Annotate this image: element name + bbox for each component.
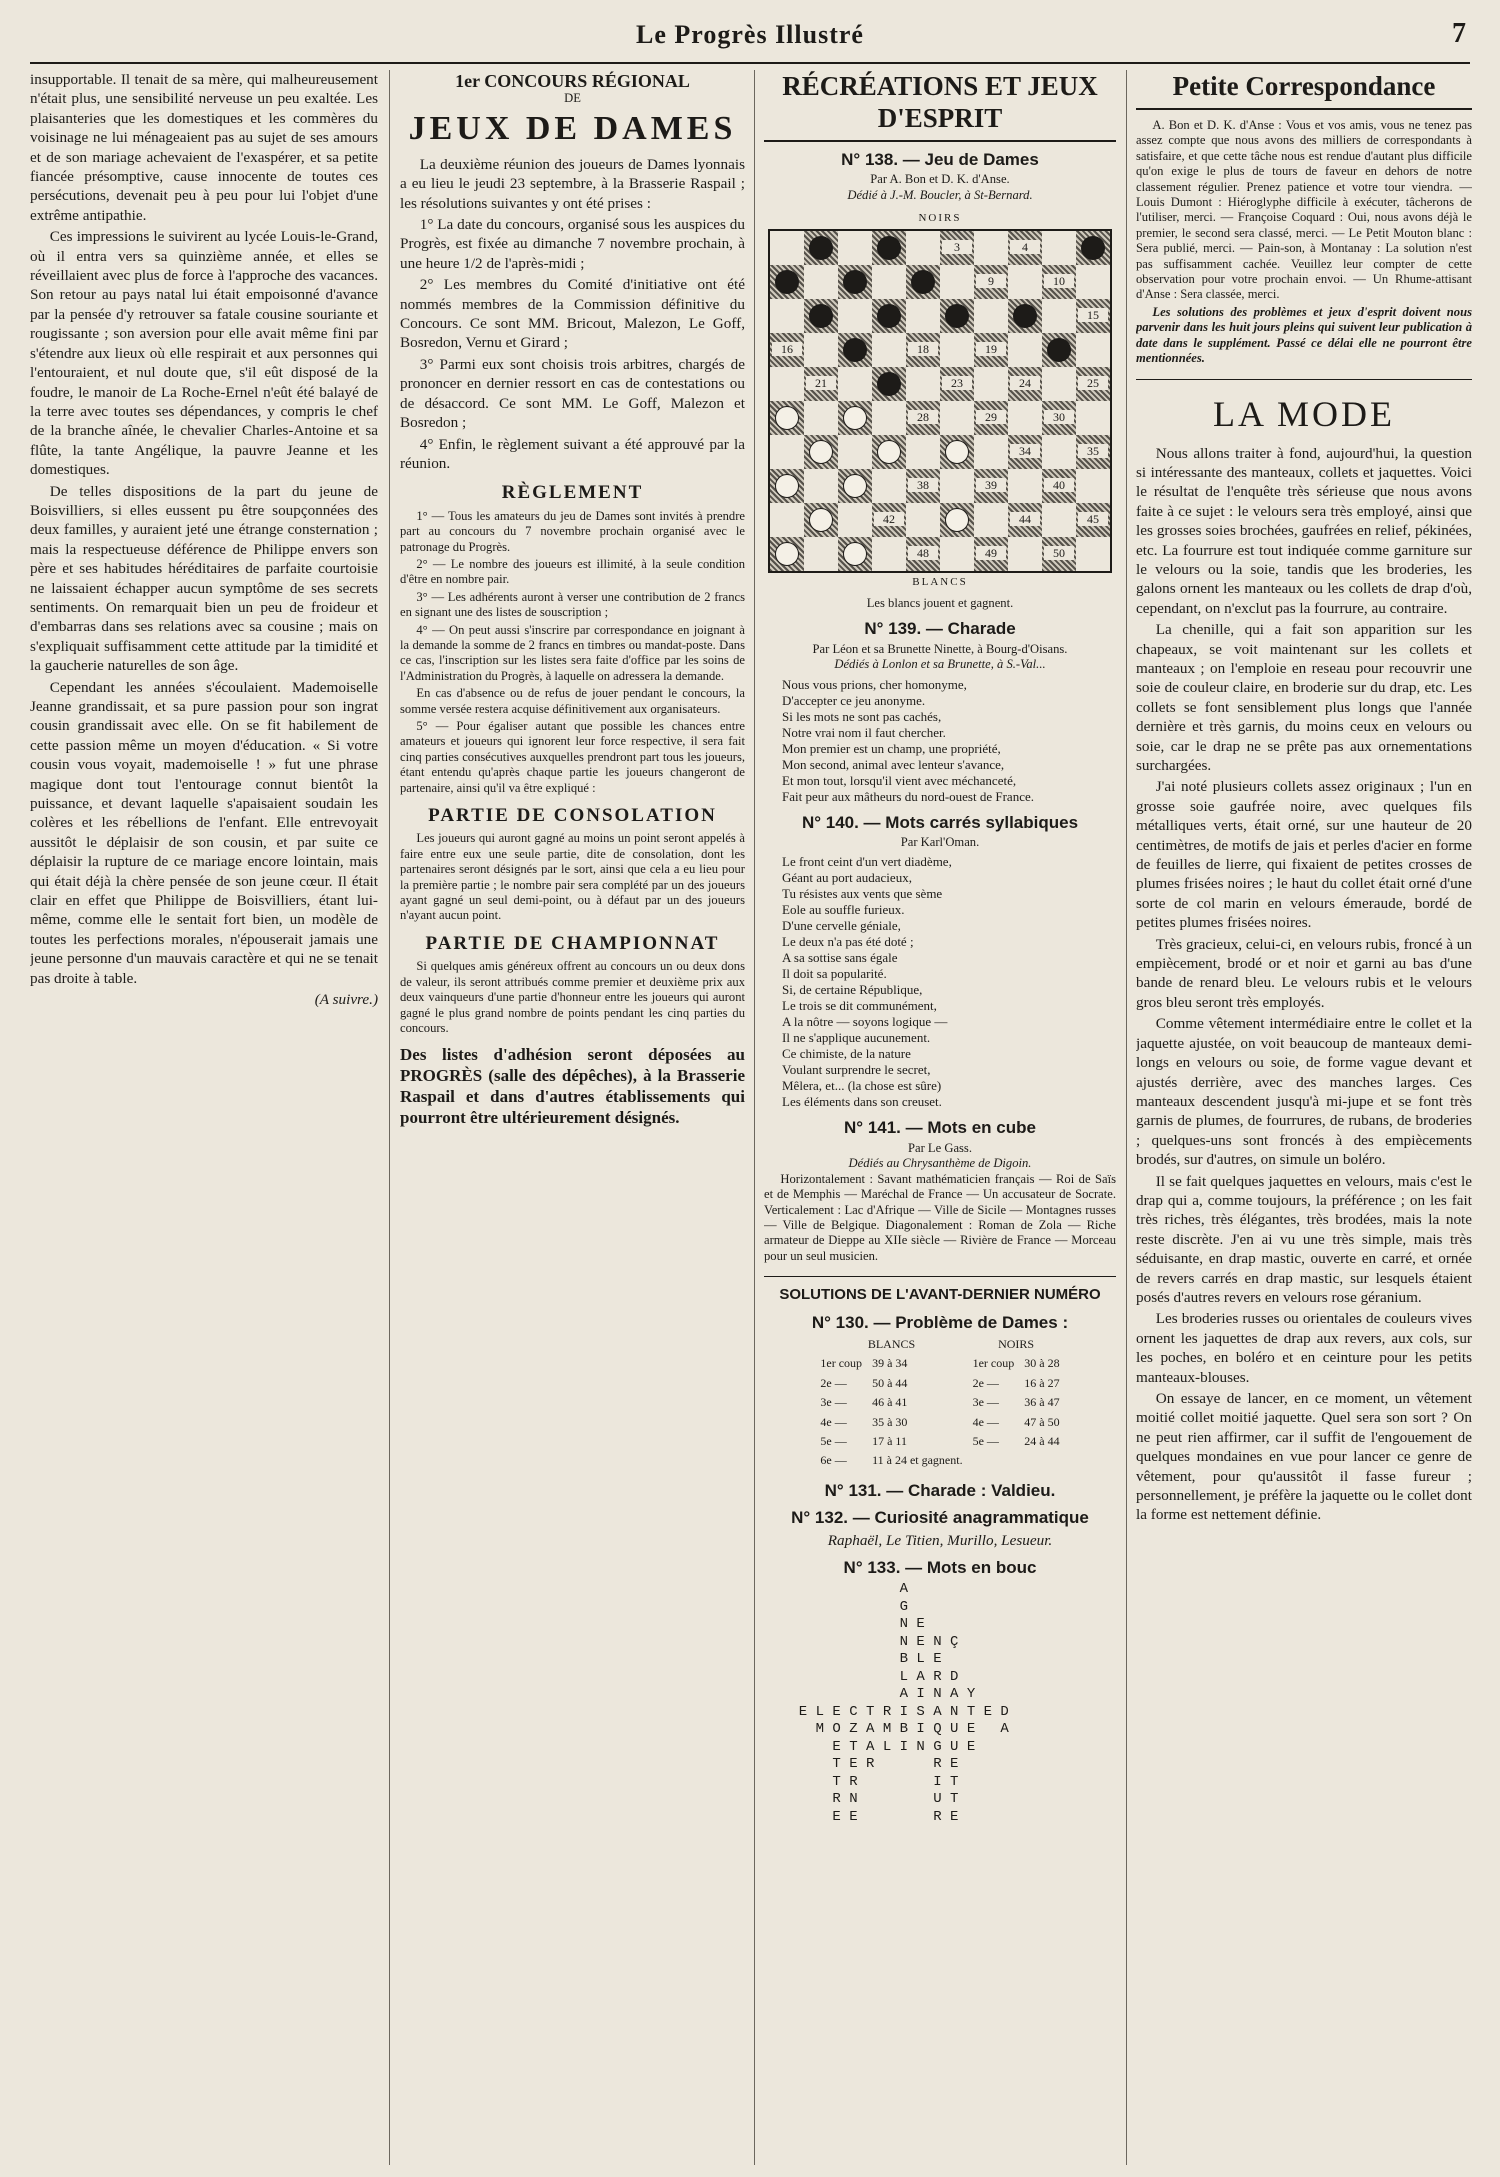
board-square-light xyxy=(1008,333,1042,367)
table-cell: 30 à 28 xyxy=(1024,1356,1060,1371)
board-square-dark xyxy=(974,537,1008,571)
fashion-paragraph: Comme vêtement intermédiaire entre le collet et la jaquette ajustée, on voit beaucoup de manteaux demi-longs en velours ou soie, de forme vague devant et ajustés derrière, avec des manches larges. Ces manteaux descendent jusqu'à mi-jupe et se font très garnis de plumes, de fourrures, de rubans, de broderies ; quelques-uns sont froncés à des empiècements brodés, sur d'autres, on simule un boléro. xyxy=(1136,1015,1472,1169)
board-square-dark xyxy=(974,333,1008,367)
table-row xyxy=(815,1451,1064,1470)
rule-item: 2° — Le nombre des joueurs est illimité, à la seule condition d'être en nombre pair. xyxy=(400,556,745,587)
rule-item: En cas d'absence ou de refus de jouer pendant le concours, la somme versée restera acquise définitivement aux organisateurs. xyxy=(400,686,745,716)
board-square-light xyxy=(838,435,872,469)
board-square-dark xyxy=(804,299,838,333)
contest-item: 3° Parmi eux sont choisis trois arbitres, chargés de prononcer en dernier ressort en cas de contestations ou de désaccord. Ce sont MM. Le Goff, Malezon et Bosredon ; xyxy=(400,355,745,432)
puzzle-140-verse xyxy=(782,854,1116,1110)
text-line: Il doit sa popularité. xyxy=(782,966,887,982)
board-square-light xyxy=(940,333,974,367)
contest-de: DE xyxy=(564,91,581,106)
table-cell xyxy=(1019,1451,1064,1470)
board-square-dark xyxy=(906,333,940,367)
square-number: 45 xyxy=(1078,512,1108,526)
text-line: Et mon tout, lorsqu'il vient avec méchanceté, xyxy=(782,772,1017,788)
text-line: Si les mots ne sont pas cachés, xyxy=(782,708,942,724)
board-square-light xyxy=(1076,401,1110,435)
rule-item: 3° — Les adhérents auront à verser une contribution de 2 francs en signant une des listes de souscription ; xyxy=(400,589,745,620)
board-square-light xyxy=(1076,537,1110,571)
text-line: A I N A Y xyxy=(782,1686,976,1703)
board-square-dark xyxy=(1008,299,1042,333)
board-square-light xyxy=(804,401,838,435)
board-square-light xyxy=(872,469,906,503)
board-square-dark xyxy=(1076,435,1110,469)
square-number: 16 xyxy=(772,342,802,356)
board-square-dark xyxy=(1008,367,1042,401)
text-line: A xyxy=(782,1581,909,1598)
text-line: N E xyxy=(782,1616,925,1633)
square-number: 50 xyxy=(1044,546,1074,560)
board-square-dark xyxy=(974,401,1008,435)
board-square-dark xyxy=(872,299,906,333)
puzzles-column xyxy=(764,70,1116,2165)
text-line: E T A L I N G U E xyxy=(782,1738,976,1755)
fashion-paragraph: J'ai noté plusieurs collets assez originaux ; l'un en grosse soie gaufrée noire, avec quelques fils métalliques verts, était orné, sur une hauteur de 20 centimètres, de motifs de jais et perles d'acier en forme de feuilles de lierre, qui fixaient de petites crosses de plumes frisées noires ; le haut du collet était orné d'une sorte de col marin en velours émeraude, bordé de petites plumes frisées noires. xyxy=(1136,778,1472,932)
board-square-light xyxy=(1076,333,1110,367)
square-number: 19 xyxy=(976,342,1006,356)
puzzle-138-author: Par A. Bon et D. K. d'Anse. xyxy=(870,172,1010,187)
text-line: M O Z A M B I Q U E A xyxy=(782,1721,1009,1738)
table-row xyxy=(815,1354,1064,1373)
solution-130-title: N° 130. — Problème de Dames : xyxy=(811,1312,1069,1332)
text-line: Les éléments dans son creuset. xyxy=(782,1094,942,1110)
puzzle-140-author: Par Karl'Oman. xyxy=(900,835,980,850)
board-square-dark xyxy=(1042,537,1076,571)
board-square-light xyxy=(906,299,940,333)
black-piece xyxy=(809,236,833,260)
board-square-light xyxy=(804,333,838,367)
black-piece xyxy=(1081,236,1105,260)
black-piece xyxy=(843,270,867,294)
board-square-dark xyxy=(940,435,974,469)
puzzle-141-text: Horizontalement : Savant mathématicien français — Roi de Saïs et de Memphis — Maréchal de France — Un accusateur de Socrate. Verticalement : Lac d'Afrique — Ville de Sicile — Montagnes russes — Ville de Belgique. Diagonalement : Roman de Zola — Riche armateur de Dieppe au XIIe siècle — Rivière de France — Morceau pour un seul musicien. xyxy=(764,1171,1116,1263)
board-black-label: NOIRS xyxy=(918,212,962,225)
table-header: NOIRS xyxy=(998,1336,1035,1351)
white-piece xyxy=(775,406,799,430)
board-square-dark xyxy=(838,469,872,503)
black-piece xyxy=(843,338,867,362)
fashion-paragraph: La chenille, qui a fait son apparition sur les chapeaux, se voit maintenant sur les collets et manteaux ; on l'emploie en reseau pour recouvrir une soie de couleur claire, en broderie sur du drap, etc. Les collets se font sensiblement plus longs que l'année dernière et très garnis, du moins ceux en velours ou soie, car le drap ne se prête pas aux ornementations surchargées. xyxy=(1136,621,1472,774)
square-number: 38 xyxy=(908,478,938,492)
square-number: 15 xyxy=(1078,308,1108,322)
board-square-dark xyxy=(872,367,906,401)
puzzle-133-acrostic xyxy=(782,1581,1116,1826)
square-number: 44 xyxy=(1010,512,1040,526)
square-number: 18 xyxy=(908,342,938,356)
board-square-light xyxy=(940,265,974,299)
board-square-light xyxy=(770,299,804,333)
to-be-continued: (A suivre.) xyxy=(314,991,378,1009)
puzzle-141-dedication: Dédiés au Chrysanthème de Digoin. xyxy=(848,1156,1032,1171)
table-cell: 47 à 50 xyxy=(1024,1414,1060,1429)
black-piece xyxy=(945,304,969,328)
white-piece xyxy=(843,406,867,430)
puzzle-139-verse xyxy=(782,677,1116,805)
table-cell: 24 à 44 xyxy=(1024,1433,1060,1448)
board-square-light xyxy=(770,435,804,469)
square-number: 28 xyxy=(908,410,938,424)
puzzles-title: RÉCRÉATIONS ET JEUX D'ESPRIT xyxy=(764,70,1116,142)
column-rule xyxy=(389,70,390,2165)
text-line: Ce chimiste, de la nature xyxy=(782,1046,911,1062)
rule-item: 4° — On peut aussi s'inscrire par correspondance en joignant à la demande la somme de 2 francs en timbres ou mandat-poste. Dans ce cas, l'inscription sur les listes sera faite d'office par les soins de l'Administration du Progrès, à laquelle on adressera la demande. xyxy=(400,622,745,683)
board-square-dark xyxy=(804,503,838,537)
board-square-light xyxy=(838,503,872,537)
table-cell: 36 à 47 xyxy=(1024,1395,1060,1410)
board-square-light xyxy=(1042,299,1076,333)
square-number: 40 xyxy=(1044,478,1074,492)
puzzle-139-title: N° 139. — Charade xyxy=(864,619,1016,639)
white-piece xyxy=(809,508,833,532)
board-square-dark xyxy=(940,299,974,333)
text-line: Voulant surprendre le secret, xyxy=(782,1062,931,1078)
table-row xyxy=(815,1413,1064,1432)
board-square-dark xyxy=(940,367,974,401)
board-square-dark xyxy=(1008,435,1042,469)
text-line: D'une cervelle géniale, xyxy=(782,918,901,934)
correspondence-title: Petite Correspondance xyxy=(1136,70,1472,110)
board-square-light xyxy=(906,231,940,265)
board-square-dark xyxy=(1076,231,1110,265)
board-square-light xyxy=(940,401,974,435)
puzzle-132-text: Raphaël, Le Titien, Murillo, Lesueur. xyxy=(827,1531,1053,1549)
board-square-light xyxy=(1042,367,1076,401)
board-square-light xyxy=(770,503,804,537)
board-square-light xyxy=(872,401,906,435)
white-piece xyxy=(945,440,969,464)
table-cell: 3e — xyxy=(820,1395,847,1410)
text-line: E E R E xyxy=(782,1808,959,1825)
puzzle-141-author: Par Le Gass. xyxy=(907,1140,972,1155)
rule-item: 5° — Pour égaliser autant que possible les chances entre amateurs et joueurs qui ignorent leur force respective, il sera fait cinq parties consécutives auxquelles prendront part tous les joueurs, étant entendu qu'après chaque partie les joueurs changeront de partenaire, ainsi qu'il va être expliqué : xyxy=(400,719,745,795)
board-square-light xyxy=(940,537,974,571)
section-divider xyxy=(764,1276,1116,1277)
board-square-light xyxy=(872,537,906,571)
fashion-paragraph: Très gracieux, celui-ci, en velours rubis, froncé à un empiècement, brodé or et noir et garni au bas d'une bande de renard bleu. Le velours rubis et le velours gros bleu seront très employés. xyxy=(1136,935,1472,1011)
square-number: 48 xyxy=(908,546,938,560)
table-cell: 39 à 34 xyxy=(872,1356,908,1371)
consolation-heading: PARTIE DE CONSOLATION xyxy=(428,805,717,827)
square-number: 34 xyxy=(1010,444,1040,458)
board-square-light xyxy=(906,435,940,469)
board-square-light xyxy=(1076,469,1110,503)
board-square-light xyxy=(804,469,838,503)
fashion-title: LA MODE xyxy=(1213,393,1395,434)
white-piece xyxy=(877,440,901,464)
square-number: 10 xyxy=(1044,274,1074,288)
board-square-light xyxy=(1042,231,1076,265)
board-square-light xyxy=(1042,503,1076,537)
board-square-light xyxy=(974,435,1008,469)
white-piece xyxy=(843,542,867,566)
board-square-dark xyxy=(804,435,838,469)
board-square-dark xyxy=(1076,503,1110,537)
board-square-dark xyxy=(838,401,872,435)
board-square-dark xyxy=(838,537,872,571)
text-line: Mêlera, et... (la chose est sûre) xyxy=(782,1078,942,1094)
table-cell xyxy=(968,1451,1020,1470)
table-row xyxy=(815,1393,1064,1412)
board-square-light xyxy=(838,231,872,265)
contest-item: 4° Enfin, le règlement suivant a été approuvé par la réunion. xyxy=(400,435,745,472)
serial-story-column xyxy=(30,70,378,2165)
board-square-dark xyxy=(770,401,804,435)
table-cell: 1er coup xyxy=(972,1356,1015,1371)
board-square-light xyxy=(838,367,872,401)
board-square-dark xyxy=(1076,299,1110,333)
square-number: 35 xyxy=(1078,444,1108,458)
text-line: R N U T xyxy=(782,1791,959,1808)
board-square-dark xyxy=(770,265,804,299)
board-square-dark xyxy=(906,537,940,571)
text-line: L A R D xyxy=(782,1668,959,1685)
board-square-light xyxy=(872,333,906,367)
board-square-dark xyxy=(872,435,906,469)
table-row xyxy=(815,1335,1064,1354)
table-cell: 6e — xyxy=(820,1453,847,1468)
board-square-light xyxy=(838,299,872,333)
text-line: Le front ceint d'un vert diadème, xyxy=(782,854,952,870)
board-square-light xyxy=(1076,265,1110,299)
board-square-dark xyxy=(804,231,838,265)
table-cell: 17 à 11 xyxy=(872,1433,907,1448)
black-piece xyxy=(1047,338,1071,362)
square-number: 42 xyxy=(874,512,904,526)
board-square-dark xyxy=(940,231,974,265)
square-number: 39 xyxy=(976,478,1006,492)
solution-131: N° 131. — Charade : Valdieu. xyxy=(824,1480,1056,1500)
board-square-dark xyxy=(974,265,1008,299)
white-piece xyxy=(843,474,867,498)
board-square-dark xyxy=(838,333,872,367)
table-row xyxy=(815,1374,1064,1393)
board-square-light xyxy=(872,265,906,299)
fashion-paragraph: Il se fait quelques jaquettes en velours, mais c'est le drap qui a, comme toujours, la préférence ; on les fait très riches, très élégantes, très brodées, mais la note reste discrète. J'en ai vu une très simple, mais très séduisante, en drap mastic, ouverte en carré, et ornée de revers carrés en drap mastic, sur lesquels étaient posés d'autres revers en velours rose géranium. xyxy=(1136,1172,1472,1306)
black-piece xyxy=(877,236,901,260)
contest-item: 1° La date du concours, organisé sous les auspices du Progrès, est fixée au dimanche 7 novembre prochain, à une heure 1/2 de l'après-midi ; xyxy=(400,216,745,272)
contest-intro: La deuxième réunion des joueurs de Dames lyonnais a eu lieu le jeudi 23 septembre, à la Brasserie Raspail ; les résolutions suivantes y ont été prises : xyxy=(400,155,745,212)
square-number: 29 xyxy=(976,410,1006,424)
table-cell: 2e — xyxy=(972,1375,999,1390)
black-piece xyxy=(775,270,799,294)
correspondence-text: A. Bon et D. K. d'Anse : Vous et vos amis, vous ne tenez pas assez compte que nous avons des milliers de correspondants à satisfaire, et que cette tâche nous est rendue d'autant plus difficile qu'on exige le plus de tours de faveur en dehors de notre classement régulier. Prenez patience et votre tour viendra. — Louis Dumont : Hiéroglyphe difficile à exécuter, tâcherons de l'utiliser, merci. — Françoise Coquard : Oui, nous avons déjà le premier, le second sera classé, merci. — Le Petit Mouton blanc : Sera publié, merci. — Pain-son, à Montanay : La solution n'est pas suffisamment cachée. Veuillez leur compter de cette observation pour votre prochain envoi. — Un Rhume-attisant d'Anse : Sera classée, merci. xyxy=(1136,118,1472,302)
contest-subtitle: 1er CONCOURS RÉGIONAL xyxy=(455,71,690,91)
board-square-light xyxy=(1008,401,1042,435)
story-paragraph: Cependant les années s'écoulaient. Mademoiselle Jeanne grandissait, et sa pure passion pour son ingrat cousin grandissait avec elle. On se fit habilement de cette passion même un moyen d'éducation. « Si votre cousin vous voyait, mademoiselle ! » fut une phrase magique dont tout l'entourage connut bientôt la puissance, et devant laquelle s'apaisaient soudain les colères et les rébellions de l'enfant. Elle entrevoyait aussitôt le déplaisir de son cousin, et par suite ce déplaisir la rupture de ce mariage encore lointain, mais qui était déjà la chère pensée de son jeune cœur. Il était clair en effet que Philippe de Boisvilliers, étant lui-même, comme elle le sentait fort bien, un modèle de toutes les perfections morales, n'épouserait jamais une jeune personne d'un mauvais caractère et qui ne se tenait pas droite à table. xyxy=(30,678,378,987)
board-square-dark xyxy=(974,469,1008,503)
board-white-label: BLANCS xyxy=(912,575,968,588)
square-number: 9 xyxy=(976,274,1006,288)
text-line: A la nôtre — soyons logique — xyxy=(782,1014,948,1030)
text-line: Le deux n'a pas été doté ; xyxy=(782,934,914,950)
checkers-contest-column xyxy=(400,70,745,2165)
rule-item: 1° — Tous les amateurs du jeu de Dames sont invités à prendre part au concours du 7 novembre prochain organisé avec le patronage du Progrès. xyxy=(400,508,745,554)
board-square-light xyxy=(804,265,838,299)
board-square-dark xyxy=(770,333,804,367)
board-square-dark xyxy=(1042,401,1076,435)
puzzle-138-title: N° 138. — Jeu de Dames xyxy=(841,150,1039,169)
board-square-dark xyxy=(906,469,940,503)
page-number: 7 xyxy=(1452,18,1466,49)
square-number: 30 xyxy=(1044,410,1074,424)
table-cell: 5e — xyxy=(972,1433,999,1448)
text-line: A sa sottise sans égale xyxy=(782,950,898,966)
text-line: N E N Ç xyxy=(782,1633,959,1650)
table-cell: 5e — xyxy=(820,1433,847,1448)
white-piece xyxy=(775,474,799,498)
table-cell: 11 à 24 et gagnent. xyxy=(872,1453,963,1468)
black-piece xyxy=(911,270,935,294)
board-square-dark xyxy=(1076,367,1110,401)
checkerboard-figure xyxy=(768,209,1112,592)
board-square-light xyxy=(906,503,940,537)
fashion-paragraph: Nous allons traiter à fond, aujourd'hui, la question si intéressante des manteaux, collets et jaquettes. Voici le résultat de l'enquête très sérieuse que nous avons faite à ce sujet : le velours sera très employé, ainsi que les grosses soies brochées, gaufrées en relief, pékinées, etc. La fourrure est tout indiquée comme garniture sur le velours ou la soie, tandis que les broderies, les galons ornent les manteaux ou les collets de drap d'où, cependant, on n'exclut pas la fourrure, au contraire. xyxy=(1136,444,1472,617)
newspaper-title: Le Progrès Illustré xyxy=(636,20,864,49)
table-cell: 3e — xyxy=(972,1395,999,1410)
board-square-light xyxy=(1008,265,1042,299)
board-square-dark xyxy=(1008,503,1042,537)
text-line: T E R R E xyxy=(782,1756,959,1773)
table-cell: 46 à 41 xyxy=(872,1395,908,1410)
contest-title: JEUX DE DAMES xyxy=(408,109,737,147)
correspondence-fashion-column xyxy=(1136,70,1472,2165)
board-square-light xyxy=(974,231,1008,265)
text-line: G xyxy=(782,1598,909,1615)
table-cell: 35 à 30 xyxy=(872,1414,908,1429)
championnat-text: Si quelques amis généreux offrent au concours un ou deux dons de valeur, ils seront attribués comme premier et deuxième prix aux deux vainqueurs d'une partie d'honneur entre les joueurs qui auront gagné le plus grand nombre de points pendant les cinq parties du concours. xyxy=(400,959,745,1035)
board-square-dark xyxy=(804,367,838,401)
text-line: Tu résistes aux vents que sème xyxy=(782,886,943,902)
text-line: B L E xyxy=(782,1651,942,1668)
text-line: Nous vous prions, cher homonyme, xyxy=(782,676,967,692)
white-piece xyxy=(809,440,833,464)
board-square-light xyxy=(974,299,1008,333)
square-number: 49 xyxy=(976,546,1006,560)
puzzle-132-title: N° 132. — Curiosité anagrammatique xyxy=(791,1508,1089,1528)
section-divider xyxy=(1136,379,1472,380)
white-piece xyxy=(775,542,799,566)
board-square-dark xyxy=(1042,333,1076,367)
closing-notice: Des listes d'adhésion seront déposées au PROGRÈS (salle des dépêches), à la Brasserie Raspail et dans d'autres établissements qui pourront être ultérieurement désignés. xyxy=(400,1045,745,1128)
table-cell: 4e — xyxy=(820,1414,847,1429)
text-line: Notre vrai nom il faut chercher. xyxy=(782,724,946,740)
table-header: BLANCS xyxy=(867,1336,916,1351)
story-paragraph: De telles dispositions de la part du jeune de Boisvilliers, si elles eussent pu être soupçonnées des deux familles, y auraient jeté une étrange consternation ; mais la respectueuse déférence de Philippe envers son père et ses habitudes héréditaires de parfaite courtoisie ne laissaient échapper aucun symptôme de ses secrets sentiments. On remarquait bien un peu de froideur et d'embarras dans ses relations avec sa cousine ; mais on s'expliquait suffisamment cette attitude par la timidité et la gaucherie naturelles de son âge. xyxy=(30,482,378,675)
table-cell: 4e — xyxy=(972,1414,999,1429)
masthead xyxy=(30,14,1470,64)
text-line: E L E C T R I S A N T E D xyxy=(782,1703,1009,1720)
fashion-paragraph: On essaye de lancer, en ce moment, un vêtement moitié collet moitié jaquette. Quel sera son sort ? On ne peut rien affirmer, car il suffit de l'engouement de quelques mondaines en vue pour lancer ce genre de vêtement, pour qu'aussitôt il fasse fureur ; personnellement, je préfère la jaquette ou le collet dont la forme est nettement définie. xyxy=(1136,1390,1472,1524)
board-square-light xyxy=(974,503,1008,537)
puzzle-139-dedication: Dédiés à Lonlon et sa Brunette, à S.-Val... xyxy=(834,657,1046,672)
board-square-dark xyxy=(1042,469,1076,503)
text-line: Géant au port audacieux, xyxy=(782,870,912,886)
board-square-dark xyxy=(770,469,804,503)
table-cell: 1er coup xyxy=(820,1356,863,1371)
table-row xyxy=(815,1432,1064,1451)
board-square-light xyxy=(1008,537,1042,571)
board-square-light xyxy=(804,537,838,571)
text-line: Si, de certaine République, xyxy=(782,982,923,998)
puzzle-139-author: Par Léon et sa Brunette Ninette, à Bourg-d'Oisans. xyxy=(812,641,1068,656)
board-square-dark xyxy=(872,503,906,537)
square-number: 3 xyxy=(942,240,972,254)
text-line: Eole au souffle furieux. xyxy=(782,902,905,918)
board-square-dark xyxy=(940,503,974,537)
text-line: Mon second, animal avec lenteur s'avance, xyxy=(782,756,1005,772)
text-line: Il ne s'applique aucunement. xyxy=(782,1030,931,1046)
puzzle-133-title: N° 133. — Mots en bouc xyxy=(843,1558,1037,1577)
board-square-dark xyxy=(770,537,804,571)
square-number: 23 xyxy=(942,376,972,390)
checkerboard xyxy=(768,229,1112,573)
table-cell: 50 à 44 xyxy=(872,1375,908,1390)
board-caption: Les blancs jouent et gagnent. xyxy=(866,596,1014,611)
board-square-dark xyxy=(1042,265,1076,299)
board-square-light xyxy=(1042,435,1076,469)
board-square-light xyxy=(770,367,804,401)
square-number: 24 xyxy=(1010,376,1040,390)
board-square-dark xyxy=(838,265,872,299)
square-number: 25 xyxy=(1078,376,1108,390)
puzzle-138-dedication: Dédié à J.-M. Boucler, à St-Bernard. xyxy=(847,187,1033,202)
board-square-dark xyxy=(872,231,906,265)
solutions-title: SOLUTIONS DE L'AVANT-DERNIER NUMÉRO xyxy=(779,1286,1101,1304)
contest-item: 2° Les membres du Comité d'initiative ont été nommés membres de la Commission définitive du Concours. Ce sont MM. Bricout, Malezon, Le Goff, Bosredon, Vernu et Girard ; xyxy=(400,276,745,352)
board-square-dark xyxy=(906,401,940,435)
table-cell: 16 à 27 xyxy=(1024,1375,1060,1390)
board-square-light xyxy=(1008,469,1042,503)
text-line: Mon premier est un champ, une propriété, xyxy=(782,740,1001,756)
black-piece xyxy=(1013,304,1037,328)
story-paragraph: Ces impressions le suivirent au lycée Louis-le-Grand, où il entra vers sa quinzième année, et elles se réveillaient avec plus de force à l'approche des vacances. Son retour au pays natal lui était empoisonné d'avance par la pensée d'y retrouver sa fatale cousine souriante et rougissante ; son aversion pour elle avait même fini par s'étendre aux lieux où elle respirait et aux personnes qui l'entouraient, et nul doute que, s'il eût disposé de la foudre, le manoir de La Roche-Ernel n'eût été balayé de la terre avec toutes ses dépendances, y compris le chef de la branche aînée, le chevalier Charles-Antoine et sa flûte, la tante Angélique, la pauvre Jeanne et les domestiques. xyxy=(30,228,378,479)
puzzle-141-title: N° 141. — Mots en cube xyxy=(844,1118,1036,1138)
black-piece xyxy=(877,372,901,396)
table-cell: 2e — xyxy=(820,1375,847,1390)
story-paragraph: insupportable. Il tenait de sa mère, qui malheureusement n'était plus, une sensibilité nerveuse un peu exaltée. Les plaisanteries que les domestiques et les commères du voisinage ne lui ménageaient pas au sujet de ses amours et de son mariage achevaient de l'exaspérer, et sa petite fiancée présomptive, cause innocente de toutes ces persécutions, devenait peu à peu pour lui l'objet d'une extrême antipathie. xyxy=(30,71,378,224)
square-number: 4 xyxy=(1010,240,1040,254)
column-rule xyxy=(1126,70,1127,2165)
column-rule xyxy=(754,70,755,2165)
black-piece xyxy=(877,304,901,328)
correspondence-notice: Les solutions des problèmes et jeux d'esprit doivent nous parvenir dans les huit jours pleins qui suivent leur publication à date dans le supplément. Passé ce délai elle ne pourront être mentionnées. xyxy=(1136,304,1472,366)
square-number: 21 xyxy=(806,376,836,390)
text-line: D'accepter ce jeu anonyme. xyxy=(782,692,926,708)
board-square-dark xyxy=(906,265,940,299)
reglement-heading: RÈGLEMENT xyxy=(501,482,644,504)
board-square-light xyxy=(906,367,940,401)
fashion-paragraph: Les broderies russes ou orientales de couleurs vives ornent les jaquettes de drap aux revers, aux cols, sur les poches, en boléro et en ceinture pour les petits manteaux-blouses. xyxy=(1136,1310,1472,1386)
championnat-heading: PARTIE DE CHAMPIONNAT xyxy=(425,932,720,954)
white-piece xyxy=(945,508,969,532)
text-line: T R I T xyxy=(782,1773,959,1790)
board-square-light xyxy=(770,231,804,265)
consolation-text: Les joueurs qui auront gagné au moins un point seront appelés à faire entre eux une seule partie, dite de consolation, dont les partenaires seront désignés par le sort, ainsi que cela a eu lieu pour la première partie ; le nombre pair sera complété par un des joueurs ayant gagné un seul demi-point, ou à défaut par un des joueurs n'ayant aucun point. xyxy=(400,831,745,923)
board-square-light xyxy=(974,367,1008,401)
text-line: Le trois se dit communément, xyxy=(782,998,937,1014)
board-square-dark xyxy=(1008,231,1042,265)
puzzle-140-title: N° 140. — Mots carrés syllabiques xyxy=(801,812,1079,832)
text-line: Fait peur aux mâtheurs du nord-ouest de France. xyxy=(782,788,1034,804)
board-square-light xyxy=(940,469,974,503)
black-piece xyxy=(809,304,833,328)
solution-130-table xyxy=(815,1335,1064,1471)
